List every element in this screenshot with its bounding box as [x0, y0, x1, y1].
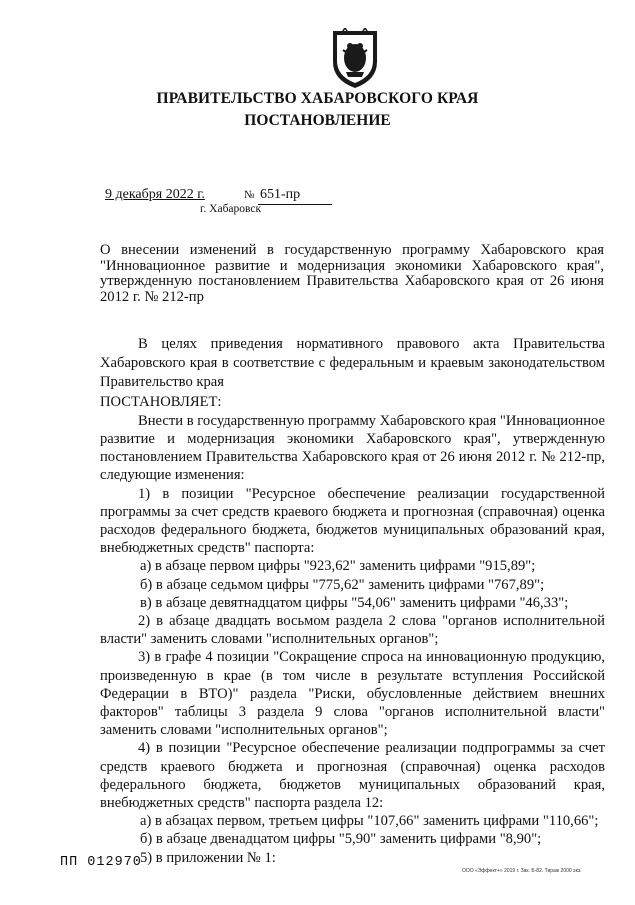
document-subject: О внесении изменений в государственную программу Хабаровского края "Инновационное развитие и модернизация экономики Хабаровского края", утвержденную постановлением Правительства Хабаровского края от 26 июня 2012 г. № 212-пр	[100, 242, 604, 305]
paragraph-item-4b: б) в абзаце двенадцатом цифры "5,90" заменить цифрами "8,90";	[140, 831, 542, 848]
number-label: №	[244, 189, 255, 201]
paragraph-item-1c: в) в абзаце девятнадцатом цифры "54,06" заменить цифрами "46,33";	[140, 594, 569, 611]
government-title: ПРАВИТЕЛЬСТВО ХАБАРОВСКОГО КРАЯ	[156, 90, 479, 107]
document-number: 651-пр	[260, 187, 301, 202]
number-underline	[258, 204, 332, 205]
document-type-title: ПОСТАНОВЛЕНИЕ	[244, 112, 391, 129]
resolves-heading: ПОСТАНОВЛЯЕТ:	[100, 393, 222, 410]
paragraph-item-4: 4) в позиции "Ресурсное обеспечение реализации подпрограммы за счет средств краевого бюджета и прогнозная (справочная) оценка расходов федерального бюджета, бюджетов муниципальных образований края, внебюджетных средств" паспорта раздела 12:	[100, 740, 605, 812]
form-serial-number: ПП 012970	[60, 855, 142, 870]
paragraph-item-3: 3) в графе 4 позиции "Сокращение спроса на инновационную продукцию, произведенную в крае (в том числе в результате вступления Российской Федерации в ВТО)" раздела "Риски, обусловленные действием внешних факторов" таблицы 3 раздела 9 слова "органов исполнительной власти" заменить словами "исполнительных органов";	[100, 649, 605, 739]
document-body	[100, 335, 605, 867]
coat-of-arms-emblem	[329, 28, 381, 90]
paragraph-main: Внести в государственную программу Хабаровского края "Инновационное развитие и модернизация экономики Хабаровского края", утвержденную постановлением Правительства Хабаровского края от 26 июня 2012 г. № 212-пр, следующие изменения:	[100, 412, 605, 484]
paragraph-item-5: 5) в приложении № 1:	[140, 849, 276, 866]
paragraph-item-1: 1) в позиции "Ресурсное обеспечение реализации государственной программы за счет средств краевого бюджета и прогнозная (справочная) оценка расходов федерального бюджета, бюджетов муниципальных образований края, внебюджетных средств" паспорта:	[100, 485, 605, 557]
printer-imprint: ООО «Эффект+» 2019 г. Зак. Б-82. Тираж 2000 экз.	[462, 868, 582, 874]
paragraph-item-1b: б) в абзаце седьмом цифры "775,62" заменить цифрами "767,89";	[140, 576, 545, 593]
paragraph-item-1a: а) в абзаце первом цифры "923,62" заменить цифрами "915,89";	[140, 558, 536, 575]
paragraph-item-4a: а) в абзацах первом, третьем цифры "107,66" заменить цифрами "110,66";	[140, 813, 599, 830]
document-city: г. Хабаровск	[200, 203, 262, 215]
document-date: 9 декабря 2022 г.	[105, 187, 205, 202]
paragraph-item-2: 2) в абзаце двадцать восьмом раздела 2 слова "органов исполнительной власти" заменить словами "исполнительных органов";	[100, 613, 605, 648]
preamble-paragraph: В целях приведения нормативного правового акта Правительства Хабаровского края в соответствие с федеральным и краевым законодательством Правительство края	[100, 336, 605, 391]
